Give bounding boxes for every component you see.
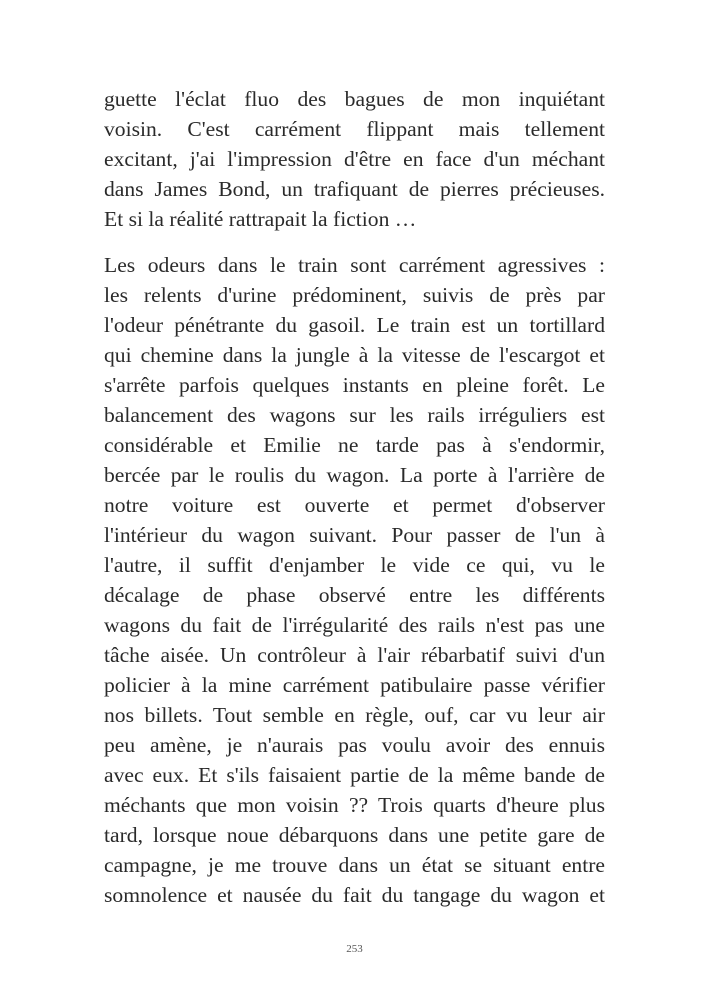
paragraph-line: campagne, je me trouve dans un état se situant entre (104, 853, 605, 877)
paragraph-line: les relents d'urine prédominent, suivis de près par (104, 283, 605, 307)
paragraph-line: notre voiture est ouverte et permet d'observer (104, 493, 605, 517)
paragraph-line: l'odeur pénétrante du gasoil. Le train est un tortillard (104, 313, 605, 337)
paragraph-line: policier à la mine carrément patibulaire passe vérifier (104, 673, 605, 697)
paragraph-line: dans James Bond, un trafiquant de pierres précieuses. (104, 177, 605, 201)
page-number: 253 (346, 943, 363, 955)
paragraph-line: tâche aisée. Un contrôleur à l'air rébarbatif suivi d'un (104, 643, 605, 667)
paragraph-line: méchants que mon voisin ?? Trois quarts d'heure plus (104, 793, 605, 817)
paragraph-line: l'intérieur du wagon suivant. Pour passer de l'un à (104, 523, 605, 547)
paragraph-line: décalage de phase observé entre les différents (104, 583, 605, 607)
paragraph-line: balancement des wagons sur les rails irréguliers est (104, 403, 605, 427)
paragraph-line: qui chemine dans la jungle à la vitesse de l'escargot et (104, 343, 605, 367)
paragraph-line: s'arrête parfois quelques instants en pleine forêt. Le (104, 373, 605, 397)
paragraph-line: nos billets. Tout semble en règle, ouf, car vu leur air (104, 703, 605, 727)
paragraph-line: guette l'éclat fluo des bagues de mon inquiétant (104, 87, 605, 111)
paragraph-line: voisin. C'est carrément flippant mais tellement (104, 117, 605, 141)
paragraph-line: Les odeurs dans le train sont carrément agressives : (104, 253, 605, 277)
paragraph-line: considérable et Emilie ne tarde pas à s'endormir, (104, 433, 605, 457)
paragraph-1 (104, 84, 605, 234)
paragraph-line: excitant, j'ai l'impression d'être en face d'un méchant (104, 147, 605, 171)
paragraph-line: avec eux. Et s'ils faisaient partie de la même bande de (104, 763, 605, 787)
paragraph-line: bercée par le roulis du wagon. La porte à l'arrière de (104, 463, 605, 487)
paragraph-line: wagons du fait de l'irrégularité des rails n'est pas une (104, 613, 605, 637)
paragraph-2 (104, 250, 605, 910)
paragraph-line: l'autre, il suffit d'enjamber le vide ce qui, vu le (104, 553, 605, 577)
paragraph-line: tard, lorsque noue débarquons dans une petite gare de (104, 823, 605, 847)
paragraph-line: Et si la réalité rattrapait la fiction … (104, 207, 417, 231)
paragraph-line: somnolence et nausée du fait du tangage du wagon et (104, 883, 605, 907)
paragraph-line: peu amène, je n'aurais pas voulu avoir des ennuis (104, 733, 605, 757)
